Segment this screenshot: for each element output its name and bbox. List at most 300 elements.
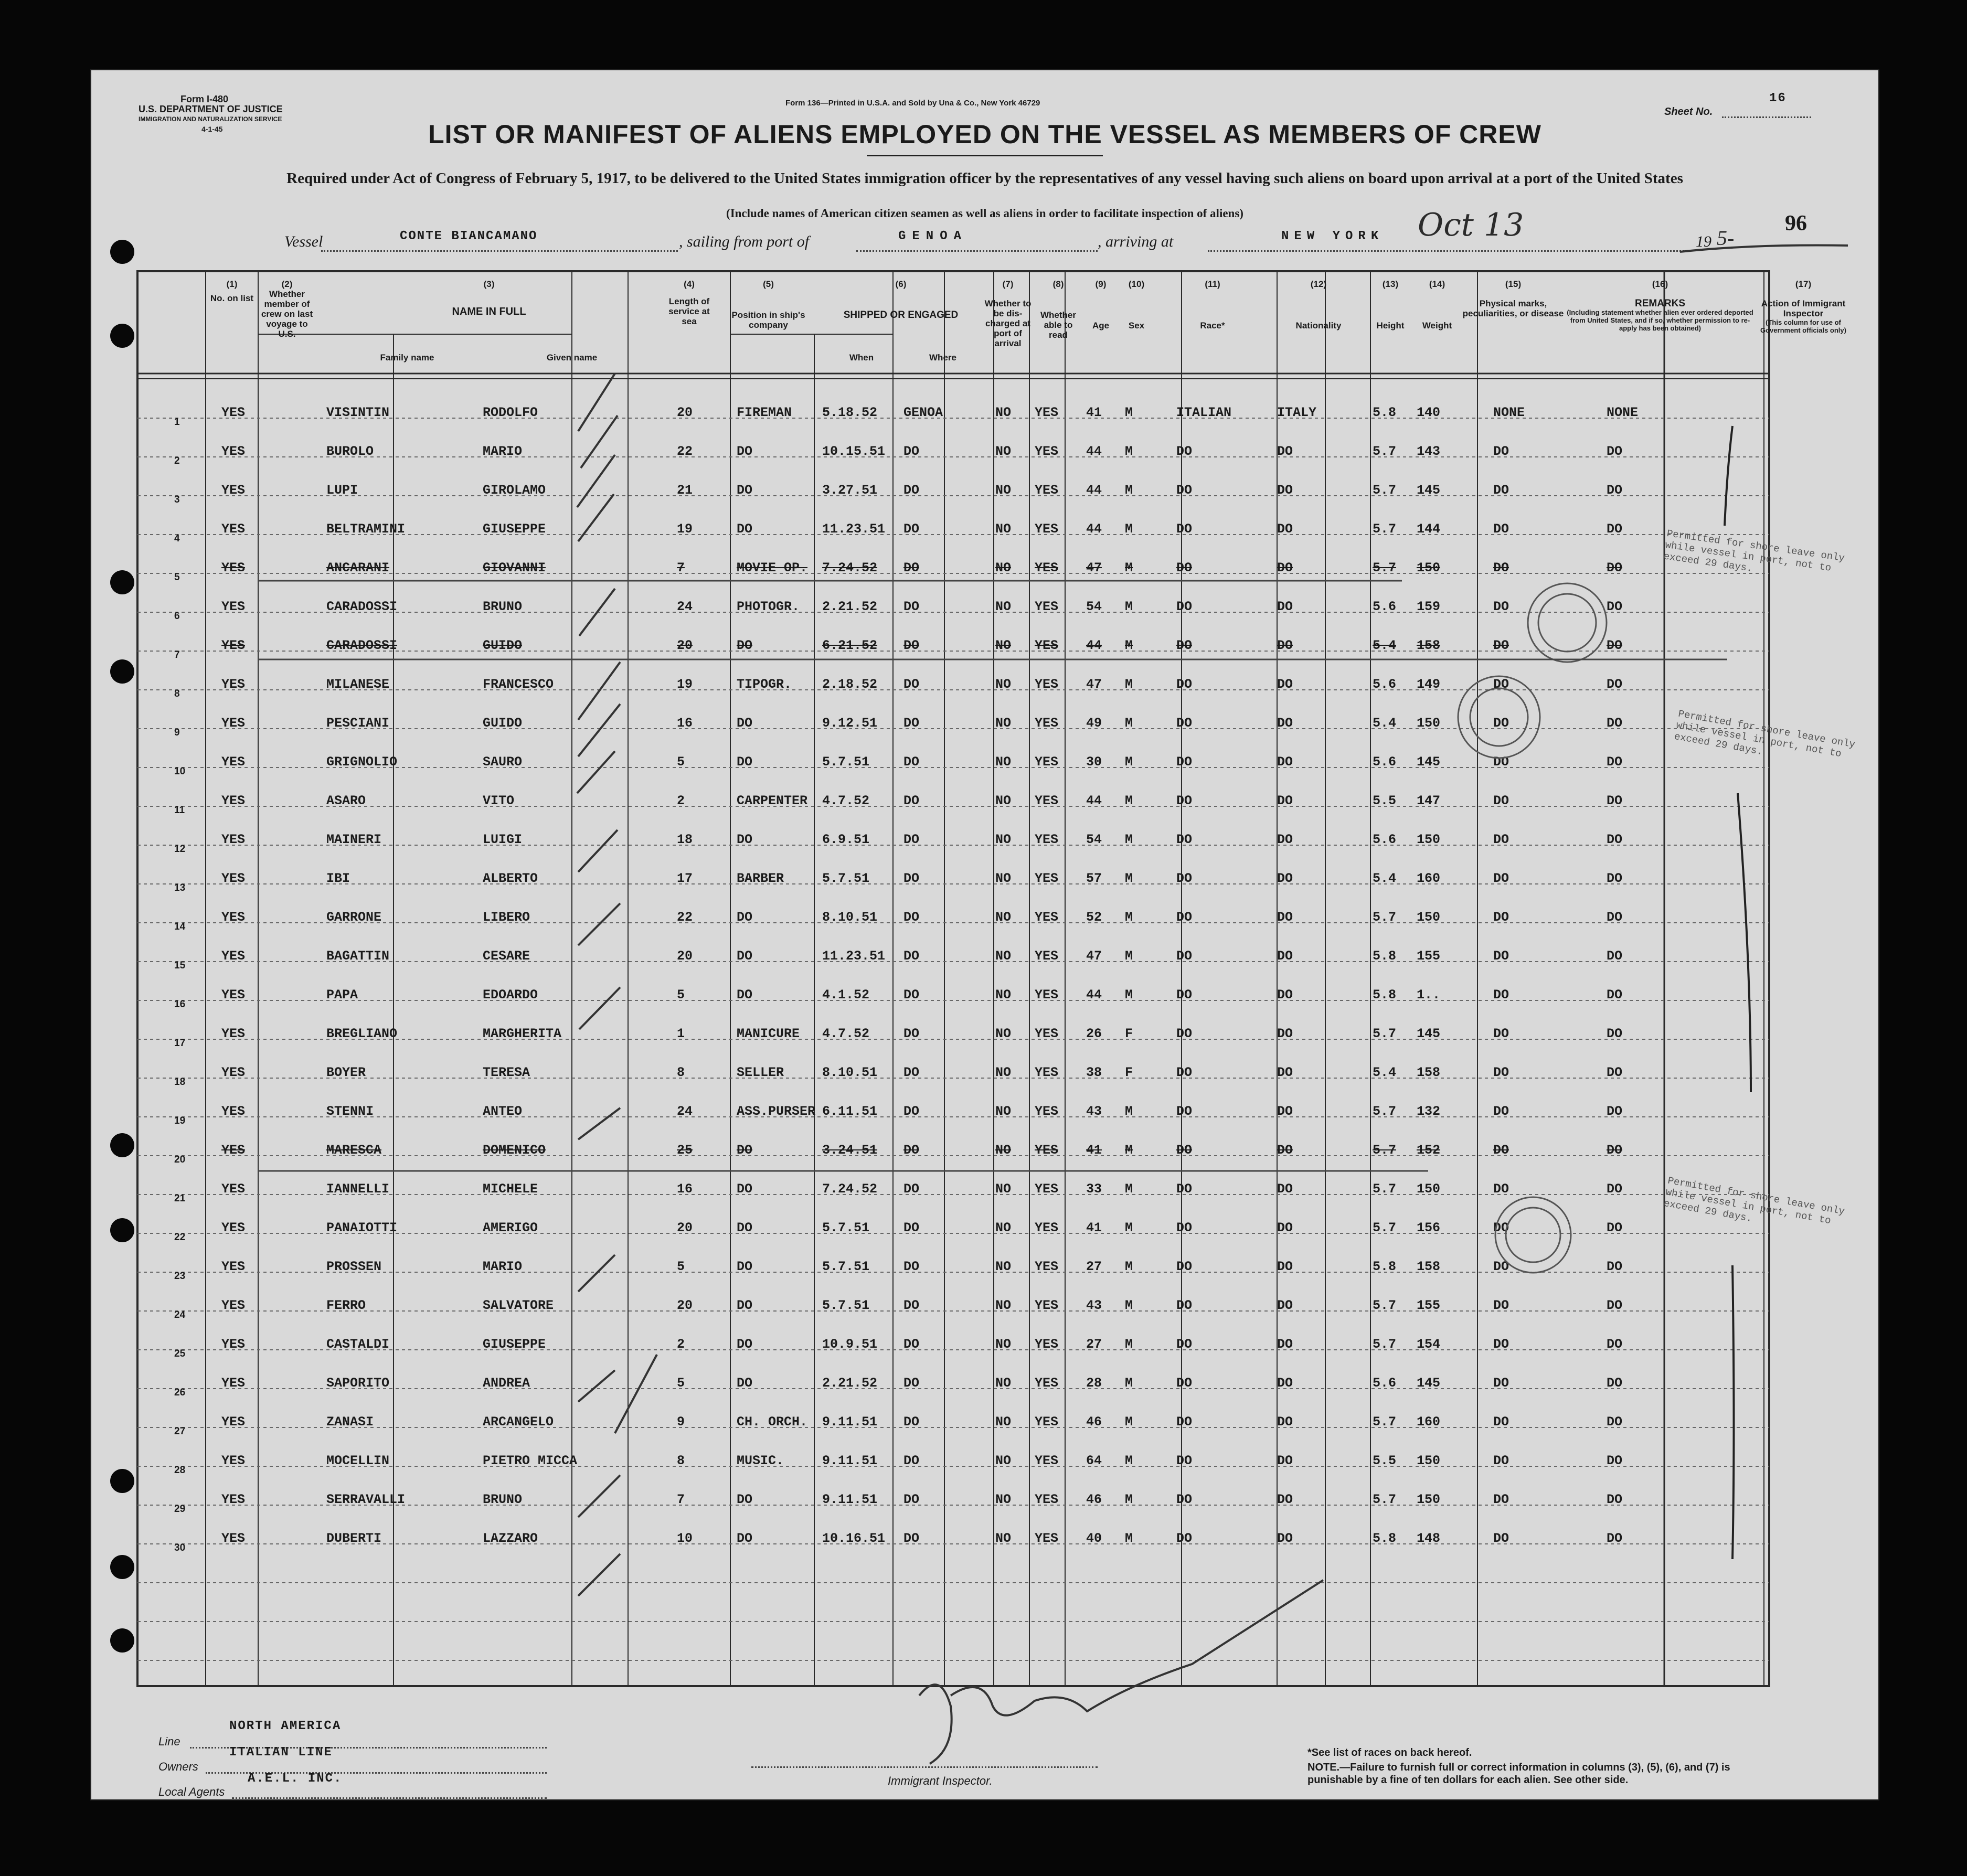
cell-read: YES	[1035, 1181, 1059, 1197]
manifest-sheet	[90, 69, 1879, 1800]
cell-position: MUSIC.	[737, 1453, 784, 1468]
cell-when: 9.11.51	[822, 1453, 878, 1468]
cell-where: DO	[903, 1143, 920, 1158]
cell-read: YES	[1035, 987, 1059, 1003]
cell-marks: DO	[1493, 1453, 1509, 1468]
cell-crew: YES	[221, 677, 246, 692]
cell-marks: DO	[1493, 1259, 1509, 1274]
cell-service: 21	[677, 483, 693, 498]
cell-sex: M	[1125, 405, 1133, 420]
cell-remarks: DO	[1607, 1453, 1623, 1468]
cell-age: 43	[1086, 1298, 1102, 1313]
cell-race: DO	[1176, 521, 1193, 537]
cell-marks: NONE	[1493, 405, 1525, 420]
cell-height: 5.7	[1373, 1414, 1397, 1430]
cell-read: YES	[1035, 1026, 1059, 1041]
cell-read: YES	[1035, 1414, 1059, 1430]
cell-crew: YES	[221, 1143, 246, 1158]
row-number: 13	[174, 882, 186, 893]
cell-height: 5.7	[1373, 1104, 1397, 1119]
cell-read: YES	[1035, 1104, 1059, 1119]
cell-given: ALBERTO	[483, 871, 538, 886]
cell-service: 17	[677, 871, 693, 886]
fine-note: NOTE.—Failure to furnish full or correct information in columns (3), (5), (6), and (7) is punishable by a fine of ten dollars for each alien. See other side.	[1307, 1762, 1730, 1786]
cell-service: 19	[677, 677, 693, 692]
cell-read: YES	[1035, 1492, 1059, 1507]
cell-race: DO	[1176, 910, 1193, 925]
col-race: (11) Race*	[1200, 279, 1225, 331]
owners-label: Owners	[158, 1760, 198, 1773]
cell-weight: 160	[1417, 1414, 1441, 1430]
cell-height: 5.4	[1373, 1065, 1397, 1080]
cell-when: 9.11.51	[822, 1492, 878, 1507]
cell-position: PHOTOGR.	[737, 599, 800, 614]
cell-crew: YES	[221, 1026, 246, 1041]
cell-where: DO	[903, 1531, 920, 1546]
row-number: 21	[174, 1193, 186, 1204]
cell-service: 2	[677, 793, 685, 808]
cell-crew: YES	[221, 1453, 246, 1468]
cell-race: DO	[1176, 599, 1193, 614]
cell-position: DO	[737, 754, 753, 770]
cell-race: DO	[1176, 677, 1193, 692]
cell-race: DO	[1176, 1492, 1193, 1507]
cell-crew: YES	[221, 560, 246, 575]
cell-weight: 150	[1417, 1181, 1441, 1197]
cell-crew: YES	[221, 1492, 246, 1507]
row-number: 16	[174, 999, 186, 1010]
cell-family: SERRAVALLI	[326, 1492, 406, 1507]
cell-family: CARADOSSI	[326, 599, 398, 614]
cell-sex: M	[1125, 948, 1133, 964]
cell-service: 5	[677, 1259, 685, 1274]
cell-crew: YES	[221, 716, 246, 731]
cell-given: MARGHERITA	[483, 1026, 562, 1041]
cell-race: DO	[1176, 871, 1193, 886]
cell-position: SELLER	[737, 1065, 784, 1080]
cell-remarks: DO	[1607, 1143, 1623, 1158]
inspector-bracket-lines	[1725, 426, 1751, 1559]
cell-service: 8	[677, 1065, 685, 1080]
cell-age: 64	[1086, 1453, 1102, 1468]
cell-weight: 150	[1417, 832, 1441, 847]
cell-weight: 150	[1417, 1453, 1441, 1468]
cell-race: ITALIAN	[1176, 405, 1232, 420]
cell-height: 5.5	[1373, 1453, 1397, 1468]
cell-race: DO	[1176, 560, 1193, 575]
cell-remarks: DO	[1607, 1531, 1623, 1546]
cell-position: DO	[737, 638, 753, 653]
cell-service: 25	[677, 1143, 693, 1158]
cell-remarks: DO	[1607, 832, 1623, 847]
cell-when: 10.9.51	[822, 1337, 878, 1352]
col-remarks: (16) REMARKS (Including statement whether alien ever ordered deported from United States, and if so, whether permission to re-apply has been obtained)	[1567, 279, 1753, 332]
cell-when: 6.11.51	[822, 1104, 878, 1119]
cell-nat: DO	[1277, 1453, 1293, 1468]
cell-crew: YES	[221, 1337, 246, 1352]
cell-disch: NO	[995, 910, 1012, 925]
cell-position: DO	[737, 987, 753, 1003]
cell-where: DO	[903, 987, 920, 1003]
cell-when: 6.9.51	[822, 832, 870, 847]
inspector-signature-line	[751, 1766, 1098, 1768]
col-name-in-full: (3) NAME IN FULL	[452, 279, 526, 317]
cell-sex: M	[1125, 1298, 1133, 1313]
cell-disch: NO	[995, 1337, 1012, 1352]
col-nationality: (12) Nationality	[1295, 279, 1342, 331]
col-discharged: (7) Whether to be dis-charged at port of arrival	[984, 279, 1032, 348]
cell-remarks: DO	[1607, 444, 1623, 459]
cell-weight: 158	[1417, 1065, 1441, 1080]
cell-marks: DO	[1493, 1414, 1509, 1430]
cell-weight: 160	[1417, 871, 1441, 886]
sheet-number: 16	[1769, 91, 1787, 105]
cell-sex: M	[1125, 638, 1133, 653]
cell-where: DO	[903, 910, 920, 925]
shore-leave-stamp: Permitted for shore leave only while vessel in port, not to exceed 29 days.	[1673, 708, 1856, 760]
cell-race: DO	[1176, 1259, 1193, 1274]
cell-read: YES	[1035, 1065, 1059, 1080]
cell-nat: DO	[1277, 948, 1293, 964]
cell-nat: DO	[1277, 677, 1293, 692]
cell-service: 5	[677, 987, 685, 1003]
cell-marks: DO	[1493, 716, 1509, 731]
cell-disch: NO	[995, 987, 1012, 1003]
cell-weight: 152	[1417, 1143, 1441, 1158]
cell-age: 44	[1086, 444, 1102, 459]
cell-family: LUPI	[326, 483, 358, 498]
cell-position: DO	[737, 444, 753, 459]
cell-nat: DO	[1277, 793, 1293, 808]
row-number: 3	[174, 494, 180, 505]
cell-race: DO	[1176, 832, 1193, 847]
cell-when: 5.7.51	[822, 1259, 870, 1274]
cell-marks: DO	[1493, 1298, 1509, 1313]
cell-service: 16	[677, 1181, 693, 1197]
cell-sex: M	[1125, 1181, 1133, 1197]
cell-given: SAURO	[483, 754, 523, 770]
cell-read: YES	[1035, 1337, 1059, 1352]
cell-remarks: DO	[1607, 987, 1623, 1003]
row-number: 10	[174, 766, 186, 777]
cell-race: DO	[1176, 948, 1193, 964]
cell-height: 5.7	[1373, 1337, 1397, 1352]
form-date: 4-1-45	[201, 125, 223, 133]
cell-where: DO	[903, 1220, 920, 1235]
cell-given: GUIDO	[483, 638, 523, 653]
cell-given: LAZZARO	[483, 1531, 538, 1546]
cell-crew: YES	[221, 910, 246, 925]
cell-nat: DO	[1277, 1414, 1293, 1430]
cell-weight: 144	[1417, 521, 1441, 537]
cell-race: DO	[1176, 444, 1193, 459]
cell-age: 26	[1086, 1026, 1102, 1041]
cell-disch: NO	[995, 560, 1012, 575]
cell-when: 3.27.51	[822, 483, 878, 498]
cell-given: ANDREA	[483, 1376, 530, 1391]
cell-weight: 145	[1417, 483, 1441, 498]
cell-marks: DO	[1493, 910, 1509, 925]
cell-service: 24	[677, 1104, 693, 1119]
cell-crew: YES	[221, 1531, 246, 1546]
cell-crew: YES	[221, 638, 246, 653]
cell-remarks: NONE	[1607, 405, 1639, 420]
cell-weight: 145	[1417, 1376, 1441, 1391]
cell-remarks: DO	[1607, 1026, 1623, 1041]
cell-race: DO	[1176, 1104, 1193, 1119]
cell-when: 9.12.51	[822, 716, 878, 731]
cell-position: MANICURE	[737, 1026, 800, 1041]
arrival-year: 5-	[1717, 226, 1735, 250]
cell-height: 5.6	[1373, 1376, 1397, 1391]
row-number: 28	[174, 1465, 186, 1476]
inspector-label: Immigrant Inspector.	[888, 1774, 993, 1787]
cell-given: FRANCESCO	[483, 677, 554, 692]
cell-remarks: DO	[1607, 871, 1623, 886]
row-number: 24	[174, 1309, 186, 1320]
cell-remarks: DO	[1607, 793, 1623, 808]
cell-position: CH. ORCH.	[737, 1414, 808, 1430]
cell-remarks: DO	[1607, 1104, 1623, 1119]
cell-height: 5.5	[1373, 793, 1397, 808]
cell-service: 18	[677, 832, 693, 847]
cell-weight: 159	[1417, 599, 1441, 614]
cell-age: 52	[1086, 910, 1102, 925]
cell-service: 22	[677, 444, 693, 459]
row-number: 29	[174, 1504, 186, 1515]
cell-family: STENNI	[326, 1104, 374, 1119]
cell-position: FIREMAN	[737, 405, 792, 420]
cell-crew: YES	[221, 444, 246, 459]
cell-when: 7.24.52	[822, 1181, 878, 1197]
cell-marks: DO	[1493, 754, 1509, 770]
cell-race: DO	[1176, 1026, 1193, 1041]
cell-weight: 140	[1417, 405, 1441, 420]
cell-remarks: DO	[1607, 677, 1623, 692]
cell-age: 47	[1086, 560, 1102, 575]
cell-position: DO	[737, 1181, 753, 1197]
cell-where: DO	[903, 1259, 920, 1274]
cell-where: DO	[903, 1104, 920, 1119]
cell-disch: NO	[995, 1143, 1012, 1158]
cell-crew: YES	[221, 871, 246, 886]
cell-position: TIPOGR.	[737, 677, 792, 692]
form-number: Form I-480	[180, 94, 229, 104]
cell-when: 5.7.51	[822, 754, 870, 770]
shore-leave-stamp: Permitted for shore leave only while vessel in port, not to exceed 29 days.	[1663, 1175, 1846, 1227]
cell-position: ASS.PURSER	[737, 1104, 816, 1119]
cell-family: IBI	[326, 871, 350, 886]
cell-height: 5.7	[1373, 560, 1397, 575]
cell-remarks: DO	[1607, 948, 1623, 964]
col-crew-last-voyage: (2) Whether member of crew on last voyage to U.S.	[261, 279, 313, 339]
arriving-label: , arriving at	[1098, 233, 1174, 250]
stamps-and-marks	[90, 69, 1879, 1800]
cell-service: 5	[677, 1376, 685, 1391]
col-height: (13) Height	[1376, 279, 1405, 331]
cell-marks: DO	[1493, 560, 1509, 575]
row-number: 23	[174, 1271, 186, 1282]
cell-height: 5.7	[1373, 1220, 1397, 1235]
col-able-to-read: (8) Whether able to read	[1040, 279, 1076, 340]
cell-service: 24	[677, 599, 693, 614]
subheader-given-name: Given name	[546, 353, 598, 363]
cell-race: DO	[1176, 638, 1193, 653]
cell-when: 2.18.52	[822, 677, 878, 692]
agents-label: Local Agents	[158, 1785, 225, 1798]
cell-where: DO	[903, 521, 920, 537]
row-number: 22	[174, 1232, 186, 1243]
cell-disch: NO	[995, 1492, 1012, 1507]
cell-read: YES	[1035, 521, 1059, 537]
subheader-when: When	[849, 353, 874, 363]
cell-marks: DO	[1493, 1104, 1509, 1119]
cell-where: DO	[903, 444, 920, 459]
cell-position: DO	[737, 1492, 753, 1507]
cell-remarks: DO	[1607, 1220, 1623, 1235]
cell-sex: M	[1125, 1259, 1133, 1274]
cell-age: 54	[1086, 832, 1102, 847]
vessel-name: CONTE BIANCAMANO	[400, 229, 538, 243]
cell-given: GUIDO	[483, 716, 523, 731]
cell-family: GRIGNOLIO	[326, 754, 398, 770]
cell-family: ANCARANI	[326, 560, 390, 575]
cell-sex: M	[1125, 1143, 1133, 1158]
line-label: Line	[158, 1735, 180, 1748]
cell-service: 19	[677, 521, 693, 537]
cell-sex: M	[1125, 1414, 1133, 1430]
cell-weight: 145	[1417, 754, 1441, 770]
cell-sex: F	[1125, 1065, 1133, 1080]
cell-service: 16	[677, 716, 693, 731]
col-inspector-action: (17) Action of Immigrant Inspector (This column for use of Government officials only)	[1760, 279, 1846, 334]
cell-sex: M	[1125, 871, 1133, 886]
cell-nat: DO	[1277, 1181, 1293, 1197]
cell-when: 5.7.51	[822, 1220, 870, 1235]
cell-sex: M	[1125, 1453, 1133, 1468]
cell-service: 7	[677, 560, 685, 575]
cell-where: DO	[903, 1376, 920, 1391]
cell-where: DO	[903, 1414, 920, 1430]
cell-height: 5.8	[1373, 987, 1397, 1003]
cell-disch: NO	[995, 1414, 1012, 1430]
cell-family: PAPA	[326, 987, 358, 1003]
cell-nat: DO	[1277, 1531, 1293, 1546]
cell-race: DO	[1176, 1298, 1193, 1313]
cell-marks: DO	[1493, 1065, 1509, 1080]
cell-nat: DO	[1277, 1026, 1293, 1041]
service: IMMIGRATION AND NATURALIZATION SERVICE	[139, 115, 282, 123]
cell-sex: M	[1125, 754, 1133, 770]
cell-height: 5.7	[1373, 1298, 1397, 1313]
cell-weight: 158	[1417, 638, 1441, 653]
cell-service: 1	[677, 1026, 685, 1041]
cell-race: DO	[1176, 1065, 1193, 1080]
cell-disch: NO	[995, 832, 1012, 847]
cell-given: EDOARDO	[483, 987, 538, 1003]
cell-read: YES	[1035, 910, 1059, 925]
cell-remarks: DO	[1607, 1065, 1623, 1080]
cell-where: DO	[903, 716, 920, 731]
cell-race: DO	[1176, 754, 1193, 770]
cell-service: 2	[677, 1337, 685, 1352]
cell-read: YES	[1035, 638, 1059, 653]
departure-port: GENOA	[898, 229, 968, 243]
row-number: 14	[174, 921, 186, 932]
cell-where: DO	[903, 754, 920, 770]
cell-height: 5.6	[1373, 832, 1397, 847]
cell-when: 5.7.51	[822, 1298, 870, 1313]
subheader-family-name: Family name	[380, 353, 434, 363]
cell-nat: DO	[1277, 1220, 1293, 1235]
row-number: 17	[174, 1038, 186, 1049]
cell-remarks: DO	[1607, 599, 1623, 614]
owners-value: ITALIAN LINE	[229, 1745, 333, 1760]
cell-family: IANNELLI	[326, 1181, 390, 1197]
cell-when: 9.11.51	[822, 1414, 878, 1430]
cell-weight: 143	[1417, 444, 1441, 459]
cell-given: GIUSEPPE	[483, 521, 546, 537]
cell-service: 9	[677, 1414, 685, 1430]
cell-marks: DO	[1493, 1143, 1509, 1158]
cell-when: 10.16.51	[822, 1531, 886, 1546]
cell-marks: DO	[1493, 483, 1509, 498]
cell-race: DO	[1176, 1337, 1193, 1352]
cell-marks: DO	[1493, 444, 1509, 459]
cell-where: DO	[903, 1337, 920, 1352]
cell-height: 5.7	[1373, 444, 1397, 459]
row-number: 8	[174, 688, 180, 699]
cell-crew: YES	[221, 1259, 246, 1274]
row-number: 5	[174, 572, 180, 583]
check-mark-strokes	[577, 374, 657, 1596]
cell-read: YES	[1035, 1298, 1059, 1313]
cell-remarks: DO	[1607, 560, 1623, 575]
row-number: 7	[174, 649, 180, 660]
cell-read: YES	[1035, 599, 1059, 614]
row-number: 30	[174, 1542, 186, 1553]
cell-family: CASTALDI	[326, 1337, 390, 1352]
cell-position: MOVIE OP.	[737, 560, 808, 575]
cell-marks: DO	[1493, 832, 1509, 847]
cell-when: 4.7.52	[822, 793, 870, 808]
cell-disch: NO	[995, 1259, 1012, 1274]
cell-disch: NO	[995, 1531, 1012, 1546]
cell-given: LUIGI	[483, 832, 523, 847]
cell-height: 5.7	[1373, 483, 1397, 498]
cell-given: GIROLAMO	[483, 483, 546, 498]
col-no-on-list: (1) No. on list	[210, 279, 254, 303]
cell-sex: M	[1125, 560, 1133, 575]
cell-age: 41	[1086, 405, 1102, 420]
cell-crew: YES	[221, 1104, 246, 1119]
cell-crew: YES	[221, 948, 246, 964]
cell-service: 7	[677, 1492, 685, 1507]
cell-position: DO	[737, 1298, 753, 1313]
cell-where: DO	[903, 1492, 920, 1507]
cell-age: 27	[1086, 1337, 1102, 1352]
cell-position: DO	[737, 521, 753, 537]
page-subtitle: Required under Act of Congress of February 5, 1917, to be delivered to the United States immigration officer by the representatives of any vessel having such aliens on board upon arrival at a port of the United States	[286, 170, 1683, 187]
cell-nat: DO	[1277, 910, 1293, 925]
row-number: 26	[174, 1387, 186, 1398]
cell-weight: 132	[1417, 1104, 1441, 1119]
cell-family: MILANESE	[326, 677, 390, 692]
cell-nat: DO	[1277, 521, 1293, 537]
cell-nat: DO	[1277, 832, 1293, 847]
cell-given: TERESA	[483, 1065, 530, 1080]
cell-crew: YES	[221, 987, 246, 1003]
